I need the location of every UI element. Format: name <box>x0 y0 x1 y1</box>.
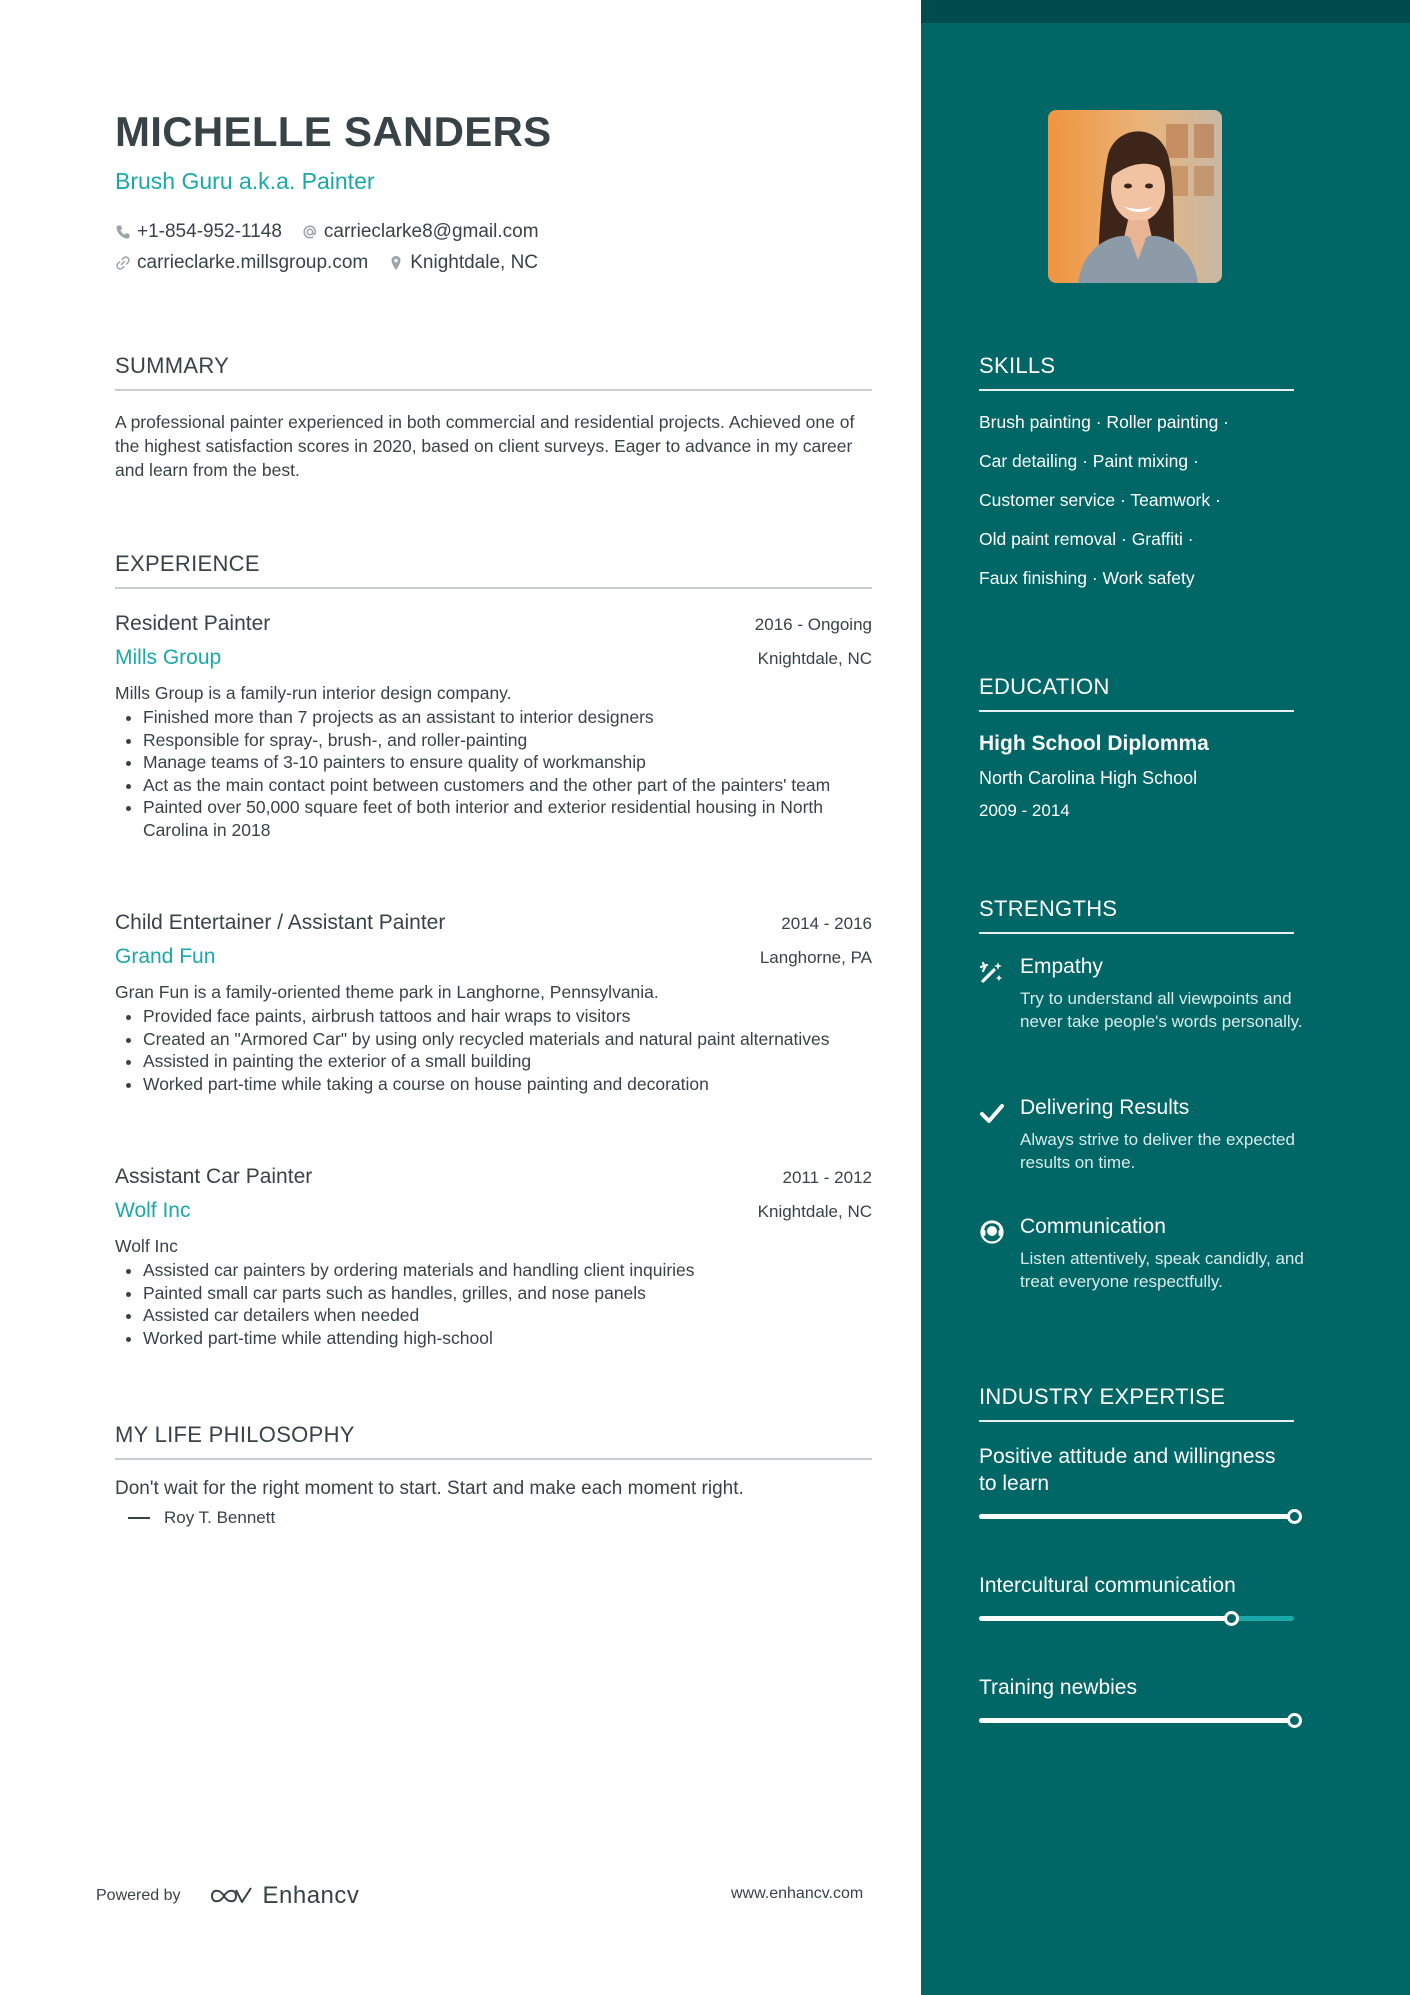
job-entry <box>115 911 872 1095</box>
checkmark-icon <box>979 1100 1005 1126</box>
expertise-bar <box>979 1514 1294 1519</box>
footer-url[interactable]: www.enhancv.com <box>731 1885 864 1902</box>
job-entry <box>115 612 872 841</box>
strength-description: Try to understand all viewpoints and never take people's words personally. <box>1020 989 1303 1031</box>
job-company: Mills Group <box>115 646 222 669</box>
expertise-bar-fill <box>979 1514 1294 1519</box>
education-dates: 2009 - 2014 <box>979 801 1070 820</box>
job-bullet: • Act as the main contact point between customers and the other part of the painters' team <box>143 774 872 797</box>
at-sign-icon <box>302 224 318 240</box>
job-dates: 2014 - 2016 <box>781 914 872 933</box>
skills-line: Old paint removal · Graffiti · <box>979 529 1194 549</box>
job-location: Langhorne, PA <box>759 948 872 967</box>
expertise-bar <box>979 1616 1294 1621</box>
expertise-item <box>979 1674 1299 1701</box>
job-description: Gran Fun is a family-oriented theme park in Langhorne, Pennsylvania. <box>115 982 659 1002</box>
contact-location <box>388 252 538 274</box>
strengths-section <box>979 896 1294 934</box>
philosophy-section <box>115 1422 872 1528</box>
job-company: Wolf Inc <box>115 1199 191 1222</box>
job-dates: 2011 - 2012 <box>782 1168 872 1187</box>
experience-section <box>115 551 872 589</box>
expertise-bar-fill <box>979 1718 1294 1723</box>
job-title: Resident Painter <box>115 612 271 635</box>
job-description: Wolf Inc <box>115 1236 178 1256</box>
job-bullets <box>115 1259 872 1349</box>
skills-section <box>979 353 1294 598</box>
job-bullets <box>115 706 872 841</box>
job-location: Knightdale, NC <box>757 1202 872 1221</box>
expertise-bar-knob <box>1287 1509 1302 1524</box>
job-bullet: • Finished more than 7 projects as an assistant to interior designers <box>143 706 872 729</box>
phone-number[interactable]: +1-854-952-1148 <box>137 220 282 242</box>
job-description: Mills Group is a family-run interior design company. <box>115 683 512 703</box>
skills-line: Brush painting · Roller painting · <box>979 412 1229 432</box>
job-bullet: • Created an "Armored Car" by using only recycled materials and natural paint alternatives <box>143 1028 872 1051</box>
job-bullets <box>115 1005 872 1095</box>
candidate-name: MICHELLE SANDERS <box>115 108 552 155</box>
phone-icon <box>115 224 131 240</box>
contact-email <box>302 221 539 243</box>
enhancv-logo-icon <box>209 1884 255 1908</box>
job-dates: 2016 - Ongoing <box>754 615 872 634</box>
quote-dash <box>128 1517 150 1519</box>
enhancv-logo[interactable] <box>209 1882 360 1910</box>
profile-photo <box>1048 110 1222 283</box>
expertise-item <box>979 1572 1299 1599</box>
expertise-title: INDUSTRY EXPERTISE <box>979 1384 1294 1422</box>
strengths-title: STRENGTHS <box>979 896 1294 934</box>
strength-title: Communication <box>1020 1215 1166 1238</box>
job-bullet: • Assisted car painters by ordering materials and handling client inquiries <box>143 1259 872 1282</box>
job-bullet: • Worked part-time while attending high-school <box>143 1327 872 1350</box>
contact-website <box>115 252 368 274</box>
headset-icon <box>979 1219 1005 1245</box>
expertise-bar-knob <box>1287 1713 1302 1728</box>
strength-title: Delivering Results <box>1020 1096 1190 1119</box>
job-bullet: • Painted small car parts such as handles, grilles, and nose panels <box>143 1282 872 1305</box>
candidate-role: Brush Guru a.k.a. Painter <box>115 168 375 194</box>
education-school: North Carolina High School <box>979 768 1198 788</box>
job-title: Assistant Car Painter <box>115 1165 313 1188</box>
expertise-label: Positive attitude and willingness to learn <box>979 1445 1276 1495</box>
enhancv-brand: Enhancv <box>262 1882 360 1909</box>
portrait-image <box>1048 110 1222 283</box>
experience-title: EXPERIENCE <box>115 551 872 589</box>
expertise-bar <box>979 1718 1294 1723</box>
philosophy-title: MY LIFE PHILOSOPHY <box>115 1422 872 1460</box>
magic-wand-icon <box>979 959 1005 985</box>
expertise-label: Training newbies <box>979 1676 1137 1699</box>
philosophy-quote: Don't wait for the right moment to start. Start and make each moment right. <box>115 1478 744 1499</box>
strength-description: Listen attentively, speak candidly, and treat everyone respectfully. <box>1020 1249 1304 1291</box>
quote-author <box>115 1508 872 1528</box>
job-location: Knightdale, NC <box>757 649 872 668</box>
expertise-label: Intercultural communication <box>979 1574 1236 1597</box>
skills-line: Car detailing · Paint mixing · <box>979 451 1199 471</box>
job-company: Grand Fun <box>115 945 216 968</box>
job-bullet: • Responsible for spray-, brush-, and roller-painting <box>143 729 872 752</box>
summary-text: A professional painter experienced in both commercial and residential projects. Achieved one of the highest satisfaction scores in 2020, based on client surveys. Eager to advance in my career and learn from the best. <box>115 412 855 480</box>
expertise-section <box>979 1384 1294 1422</box>
sidebar-top-band <box>921 0 1410 23</box>
expertise-bar-knob <box>1224 1611 1239 1626</box>
location-text: Knightdale, NC <box>410 251 539 273</box>
website-link[interactable]: carrieclarke.millsgroup.com <box>137 251 369 273</box>
skills-list <box>979 403 1294 598</box>
job-bullet: • Worked part-time while taking a course on house painting and decoration <box>143 1073 872 1096</box>
education-title: EDUCATION <box>979 674 1294 712</box>
job-bullet: • Assisted car detailers when needed <box>143 1304 872 1327</box>
skills-title: SKILLS <box>979 353 1294 391</box>
email-address[interactable]: carrieclarke8@gmail.com <box>323 220 539 242</box>
job-bullet: • Assisted in painting the exterior of a small building <box>143 1050 872 1073</box>
strength-description: Always strive to deliver the expected results on time. <box>1020 1130 1295 1172</box>
job-bullet: • Provided face paints, airbrush tattoos and hair wraps to visitors <box>143 1005 872 1028</box>
contact-phone <box>115 221 282 243</box>
footer-powered <box>96 1882 359 1910</box>
link-icon <box>115 255 131 271</box>
education-section <box>979 674 1294 821</box>
summary-title: SUMMARY <box>115 353 872 391</box>
job-title: Child Entertainer / Assistant Painter <box>115 911 446 934</box>
expertise-bar-fill <box>979 1616 1231 1621</box>
skills-line: Customer service · Teamwork · <box>979 490 1221 510</box>
quote-author-name: Roy T. Bennett <box>164 1508 276 1527</box>
job-entry <box>115 1165 872 1349</box>
location-pin-icon <box>388 255 404 271</box>
education-degree: High School Diplomma <box>979 732 1209 755</box>
skills-line: Faux finishing · Work safety <box>979 568 1195 588</box>
summary-section <box>115 353 872 482</box>
job-bullet: • Painted over 50,000 square feet of both interior and exterior residential housing in North Carolina in 2018 <box>143 796 872 841</box>
job-bullet: • Manage teams of 3-10 painters to ensure quality of workmanship <box>143 751 872 774</box>
expertise-item <box>979 1443 1299 1497</box>
powered-by-text: Powered by <box>96 1887 181 1904</box>
strength-title: Empathy <box>1020 955 1103 978</box>
contact-info <box>115 216 559 278</box>
resume-sidebar <box>921 0 1410 1995</box>
